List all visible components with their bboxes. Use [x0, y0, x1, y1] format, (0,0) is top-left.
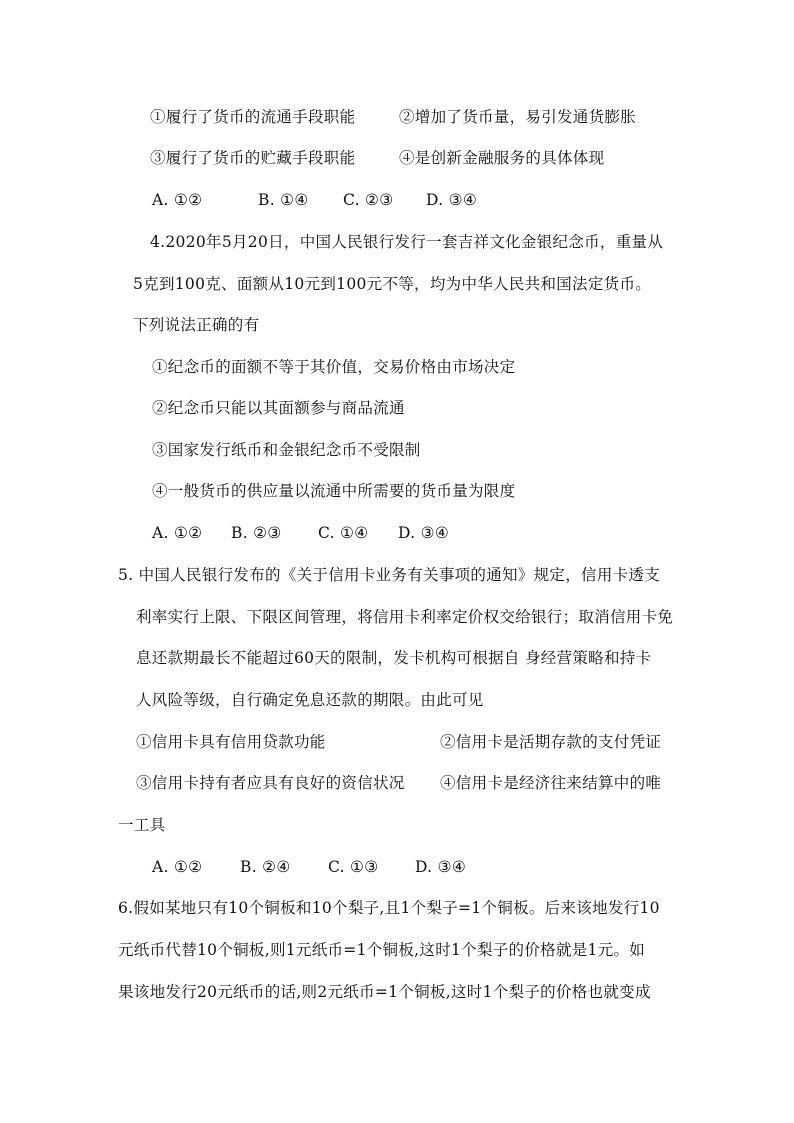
q3-option-2: ②增加了货币量，易引发通货膨胀: [399, 108, 637, 126]
q5-stem-line-4: 人风险等级，自行确定免息还款的期限。由此可见: [136, 691, 484, 709]
q6-line-3: 果该地发行20元纸币的话,则2元纸币=1个铜板,这时1个梨子的价格也就变成: [118, 983, 651, 1001]
q6-line-1: 6.假如某地只有10个铜板和10个梨子,且1个梨子=1个铜板。后来该地发行10: [118, 899, 660, 917]
q6-line-2: 元纸币代替10个铜板,则1元纸币=1个铜板,这时1个梨子的价格就是1元。如: [118, 941, 646, 959]
q4-answer-b: B. ②③: [231, 524, 282, 542]
q4-stem-line-2: 5克到100克、面额从10元到100元不等，均为中华人民共和国法定货币。: [133, 275, 652, 293]
q3-option-3: ③履行了货币的贮藏手段职能: [150, 149, 356, 167]
q5-stem-line-3: 息还款期最长不能超过60天的限制，发卡机构可根据自 身经营策略和持卡: [136, 649, 652, 667]
q4-option-2: ②纪念币只能以其面额参与商品流通: [152, 399, 405, 417]
q5-option-1: ①信用卡具有信用贷款功能: [136, 733, 326, 751]
q5-answer-c: C. ①③: [328, 858, 379, 876]
q5-answer-a: A. ①②: [152, 858, 203, 876]
q5-stem-line-2: 利率实行上限、下限区间管理，将信用卡利率定价权交给银行；取消信用卡免: [136, 608, 674, 626]
q5-option-2: ②信用卡是活期存款的支付凭证: [440, 733, 662, 751]
q3-answer-a: A. ①②: [152, 191, 203, 209]
q5-option-4: ④信用卡是经济往来结算中的唯: [440, 774, 662, 792]
q3-answer-c: C. ②③: [343, 191, 394, 209]
q4-answer-d: D. ③④: [398, 524, 450, 542]
q5-stem-line-1: 5. 中国人民银行发布的《关于信用卡业务有关事项的通知》规定，信用卡透支: [118, 566, 661, 584]
q4-option-1: ①纪念币的面额不等于其价值，交易价格由市场决定: [152, 358, 516, 376]
q5-answer-b: B. ②④: [240, 858, 291, 876]
q4-answer-a: A. ①②: [152, 524, 203, 542]
q4-stem-line-1: 4.2020年5月20日，中国人民银行发行一套吉祥文化金银纪念币，重量从: [150, 233, 664, 251]
q4-answer-c: C. ①④: [318, 524, 369, 542]
q3-answer-d: D. ③④: [426, 191, 478, 209]
q5-answer-d: D. ③④: [415, 858, 467, 876]
q3-answer-b: B. ①④: [258, 191, 309, 209]
q5-option-4-continued: 一工具: [118, 816, 166, 834]
q3-option-1: ①履行了货币的流通手段职能: [150, 108, 356, 126]
q4-option-3: ③国家发行纸币和金银纪念币不受限制: [152, 441, 421, 459]
q4-stem-line-3: 下列说法正确的有: [133, 316, 260, 334]
q5-option-3: ③信用卡持有者应具有良好的资信状况: [136, 774, 405, 792]
q4-option-4: ④一般货币的供应量以流通中所需要的货币量为限度: [152, 482, 516, 500]
q3-option-4: ④是创新金融服务的具体体现: [399, 149, 605, 167]
